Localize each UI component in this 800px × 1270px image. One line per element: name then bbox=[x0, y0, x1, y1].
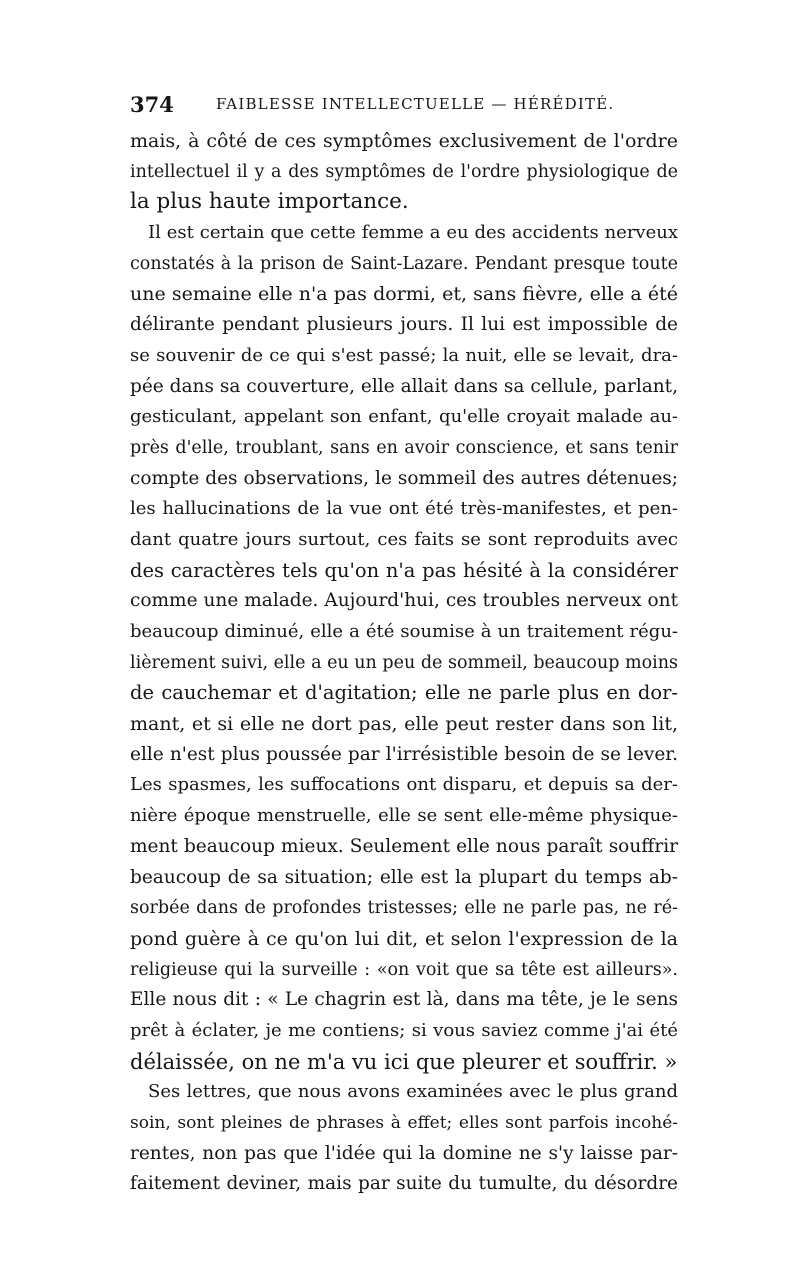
text-line: elle n'est plus poussée par l'irrésistible besoin de se lever. bbox=[130, 743, 678, 765]
text-line: la plus haute importance. bbox=[130, 189, 409, 215]
text-line: lièrement suivi, elle a eu un peu de sommeil, beaucoup moins bbox=[130, 652, 678, 673]
text-line: délaissée, on ne m'a vu ici que pleurer et souffrir. » bbox=[130, 1049, 678, 1074]
text-line: mais, à côté de ces symptômes exclusivement de l'ordre bbox=[130, 130, 678, 152]
body-text bbox=[130, 126, 678, 1195]
text-line: compte des observations, le sommeil des autres détenues; bbox=[130, 467, 678, 489]
text-line: rentes, non pas que l'idée qui la domine ne s'y laisse par- bbox=[130, 1142, 678, 1164]
text-line: comme une malade. Aujourd'hui, ces troubles nerveux ont bbox=[130, 590, 678, 612]
running-head-title: FAIBLESSE INTELLECTUELLE — HÉRÉDITÉ. bbox=[216, 95, 615, 113]
text-line: dant quatre jours surtout, ces faits se sont reproduits avec bbox=[130, 528, 678, 550]
text-line: mant, et si elle ne dort pas, elle peut rester dans son lit, bbox=[130, 713, 678, 736]
text-line: pond guère à ce qu'on lui dit, et selon l'expression de la bbox=[130, 927, 678, 950]
text-line: délirante pendant plusieurs jours. Il lui est impossible de bbox=[130, 314, 678, 336]
text-line: religieuse qui la surveille : «on voit que sa tête est ailleurs». bbox=[130, 959, 678, 980]
text-line: soin, sont pleines de phrases à effet; elles sont parfois incohé- bbox=[130, 1113, 678, 1133]
text-line: faitement deviner, mais par suite du tumulte, du désordre bbox=[130, 1173, 678, 1195]
text-line: constatés à la prison de Saint-Lazare. Pendant presque toute bbox=[130, 253, 678, 274]
text-line: Il est certain que cette femme a eu des accidents nerveux bbox=[148, 222, 678, 244]
text-line: beaucoup diminué, elle a été soumise à un traitement régu- bbox=[130, 621, 678, 642]
text-line: sorbée dans de profondes tristesses; elle ne parle pas, ne ré- bbox=[130, 898, 678, 919]
text-line: nière époque menstruelle, elle se sent elle-même physique- bbox=[130, 805, 678, 827]
running-head bbox=[130, 92, 678, 118]
text-line: près d'elle, troublant, sans en avoir conscience, et sans tenir bbox=[130, 437, 678, 458]
text-line: pée dans sa couverture, elle allait dans sa cellule, parlant, bbox=[130, 375, 678, 397]
text-line: Elle nous dit : « Le chagrin est là, dans ma tête, je le sens bbox=[130, 989, 678, 1011]
text-line: des caractères tels qu'on n'a pas hésité à la considérer bbox=[130, 558, 678, 582]
text-line: Les spasmes, les suffocations ont disparu, et depuis sa der- bbox=[130, 774, 678, 796]
text-line: les hallucinations de la vue ont été très-manifestes, et pen- bbox=[130, 498, 678, 520]
text-line: intellectuel il y a des symptômes de l'ordre physiologique de bbox=[130, 161, 678, 182]
text-line: ment beaucoup mieux. Seulement elle nous paraît souffrir bbox=[130, 835, 678, 857]
text-line: gesticulant, appelant son enfant, qu'elle croyait malade au- bbox=[130, 406, 678, 428]
page-number: 374 bbox=[130, 92, 174, 117]
text-line: de cauchemar et d'agitation; elle ne parle plus en dor- bbox=[130, 681, 678, 705]
text-line: Ses lettres, que nous avons examinées avec le plus grand bbox=[148, 1081, 678, 1103]
text-line: prêt à éclater, je me contiens; si vous saviez comme j'ai été bbox=[130, 1019, 678, 1041]
text-line: se souvenir de ce qui s'est passé; la nuit, elle se levait, dra- bbox=[130, 344, 678, 366]
text-line: beaucoup de sa situation; elle est la plupart du temps ab- bbox=[130, 866, 678, 888]
text-line: une semaine elle n'a pas dormi, et, sans fièvre, elle a été bbox=[130, 283, 678, 306]
